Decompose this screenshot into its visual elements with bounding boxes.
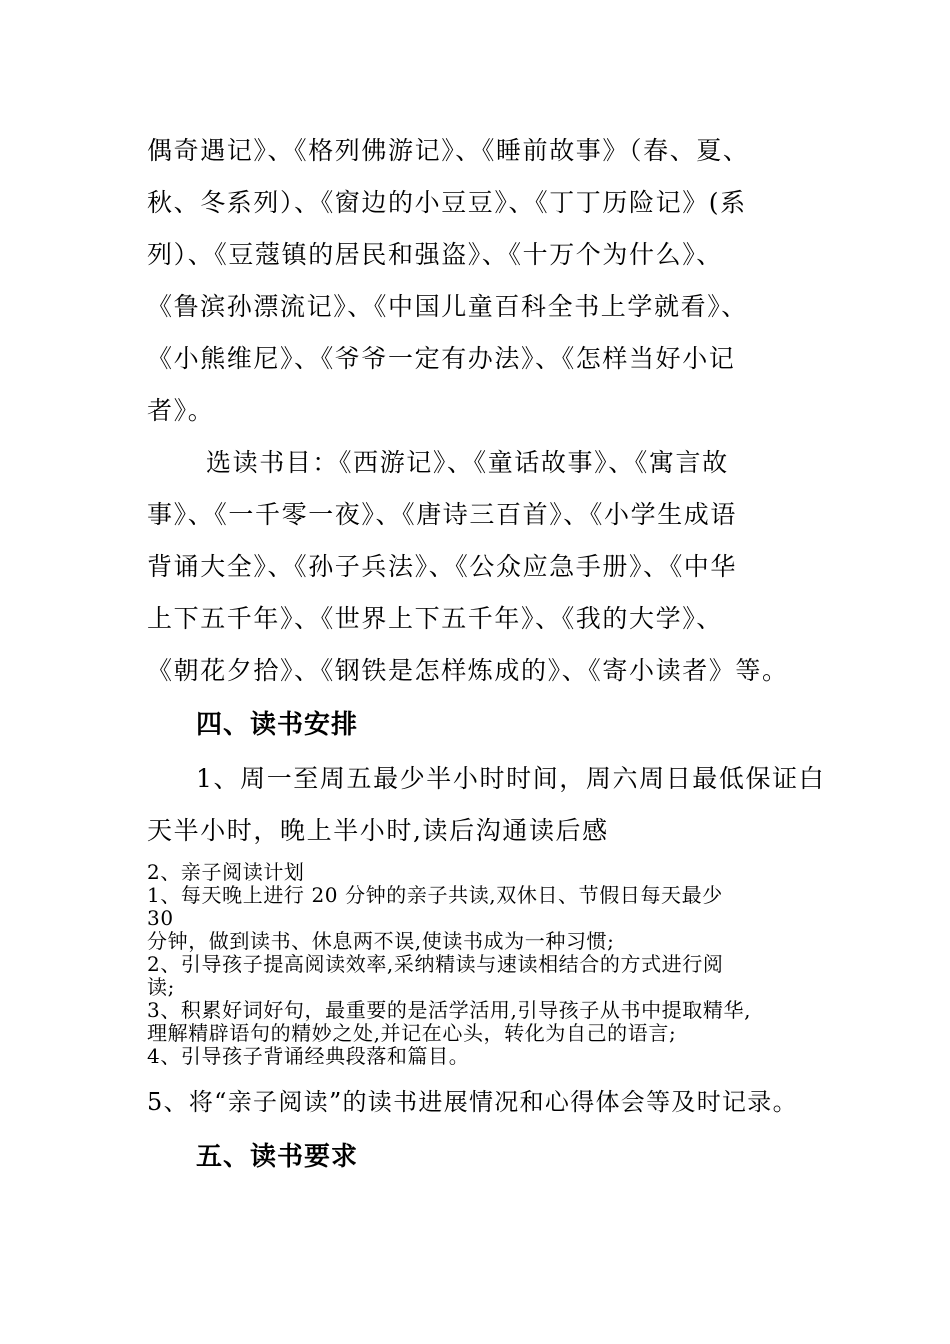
section-heading-reading-schedule: 四、读书安排 xyxy=(196,710,359,740)
schedule-line-2: 天半小时，晚上半小时,读后沟通读后感 xyxy=(147,816,609,845)
optional-books-line-5: 《朝花夕拾》、《钢铁是怎样炼成的》、《寄小读者》等。 xyxy=(147,656,789,685)
plan-line-9: 4、引导孩子背诵经典段落和篇目。 xyxy=(147,1044,470,1068)
schedule-line-1: 1、周一至周五最少半小时时间，周六周日最低保证白 xyxy=(196,764,826,793)
book-list-line-6: 者》。 xyxy=(147,396,215,425)
book-list-line-5: 《小熊维尼》、《爷爷一定有办法》、《怎样当好小记 xyxy=(147,344,736,373)
book-list-line-3: 列）、《豆蔻镇的居民和强盗》、《十万个为什么》、 xyxy=(147,240,723,269)
plan-line-5: 2、引导孩子提高阅读效率,采纳精读与速读相结合的方式进行阅 xyxy=(147,952,724,976)
plan-line-4: 分钟，做到读书、休息两不误,使读书成为一种习惯; xyxy=(147,929,615,953)
plan-line-6: 读; xyxy=(147,975,175,999)
book-list-line-1: 偶奇遇记》、《格列佛游记》、《睡前故事》（春、夏、 xyxy=(147,136,750,165)
plan-line-10: 5、将“亲子阅读”的读书进展情况和心得体会等及时记录。 xyxy=(147,1088,798,1116)
book-list-line-2: 秋、冬系列）、《窗边的小豆豆》、《丁丁历险记》(系 xyxy=(147,188,747,217)
section-heading-reading-requirements: 五、读书要求 xyxy=(196,1142,359,1172)
plan-line-7: 3、积累好词好句，最重要的是活学活用,引导孩子从书中提取精华, xyxy=(147,998,752,1022)
plan-line-1: 2、亲子阅读计划 xyxy=(147,860,305,884)
optional-books-line-4: 上下五千年》、《世界上下五千年》、《我的大学》、 xyxy=(147,604,723,633)
plan-line-3: 30 xyxy=(147,906,174,930)
book-list-line-4: 《鲁滨孙漂流记》、《中国儿童百科全书上学就看》、 xyxy=(147,292,748,321)
optional-books-line-2: 事》、《一千零一夜》、《唐诗三百首》、《小学生成语 xyxy=(147,500,738,529)
optional-books-line-3: 背诵大全》、《孙子兵法》、《公众应急手册》、《中华 xyxy=(147,552,738,581)
optional-books-line-1: 选读书目：《西游记》、《童话故事》、《寓言故 xyxy=(206,448,729,477)
plan-line-2: 1、每天晚上进行 20 分钟的亲子共读,双休日、节假日每天最少 xyxy=(147,883,723,907)
plan-line-8: 理解精辟语句的精妙之处,并记在心头，转化为自己的语言; xyxy=(147,1021,677,1045)
